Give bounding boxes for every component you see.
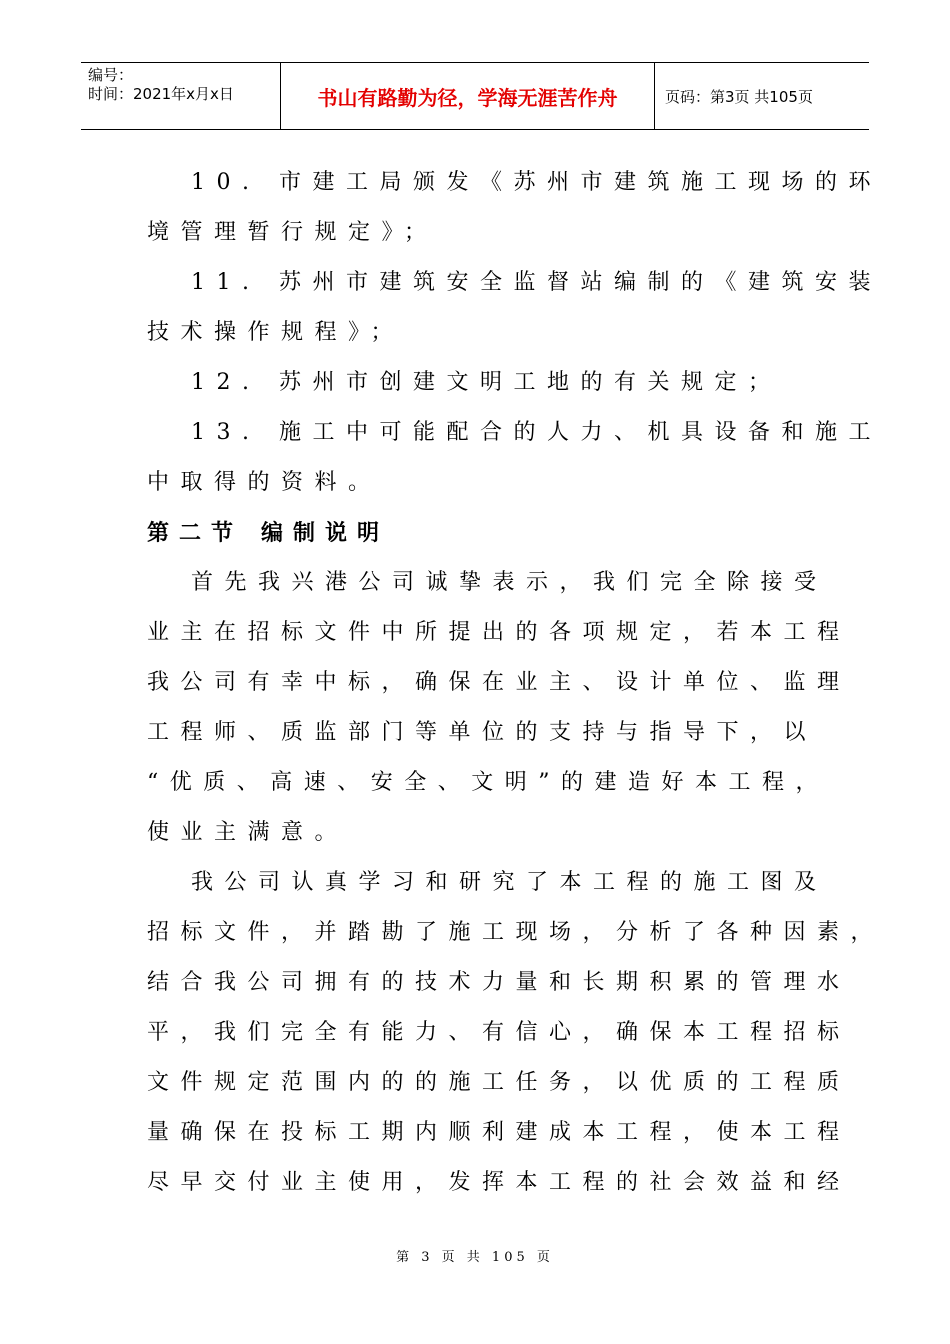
paragraph-line: 使业主满意。	[147, 820, 349, 845]
paragraph-line: 12. 苏州市创建文明工地的有关规定；	[191, 370, 782, 395]
paragraph-line: 文件规定范围内的的施工任务，以优质的工程质	[147, 1070, 851, 1095]
serial-label: 编号：	[88, 66, 134, 84]
section-title: 编制说明	[261, 520, 390, 546]
page-header	[81, 62, 869, 130]
paragraph-line: 中取得的资料。	[147, 470, 382, 495]
paragraph-line: 平，我们完全有能力、有信心，确保本工程招标	[147, 1020, 851, 1045]
section-number: 第二节	[147, 520, 244, 546]
paragraph-line: 10. 市建工局颁发《苏州市建筑施工现场的环	[191, 170, 882, 195]
time-label: 时间：2021年x月x日	[88, 85, 234, 103]
paragraph-line: 技术操作规程》；	[147, 320, 405, 345]
paragraph-line: “优质、高速、安全、文明”的建造好本工程，	[147, 770, 829, 795]
paragraph-line: 业主在招标文件中所提出的各项规定，若本工程	[147, 620, 851, 645]
paragraph-line: 我公司有幸中标，确保在业主、设计单位、监理	[147, 670, 851, 695]
paragraph-line: 尽早交付业主使用，发挥本工程的社会效益和经	[147, 1170, 851, 1195]
paragraph-line: 工程师、质监部门等单位的支持与指导下，以	[147, 720, 818, 745]
paragraph-line: 境管理暂行规定》；	[147, 220, 438, 245]
section-heading	[147, 508, 827, 558]
paragraph-line: 首先我兴港公司诚挚表示，我们完全除接受	[191, 570, 828, 595]
page-footer: 第 3 页 共 105 页	[396, 1250, 554, 1265]
document-body	[147, 158, 885, 1208]
paragraph-line: 量确保在投标工期内顺利建成本工程，使本工程	[147, 1120, 851, 1145]
header-page-info: 页码：第3页 共105页	[665, 87, 813, 106]
paragraph-line: 13. 施工中可能配合的人力、机具设备和施工	[191, 420, 882, 445]
header-meta	[81, 63, 281, 129]
paragraph-line: 我公司认真学习和研究了本工程的施工图及	[191, 870, 828, 895]
paragraph-line: 结合我公司拥有的技术力量和长期积累的管理水	[147, 970, 851, 995]
paragraph-line: 招标文件，并踏勘了施工现场，分析了各种因素，	[147, 920, 885, 945]
header-motto: 书山有路勤为径，学海无涯苦作舟	[281, 63, 655, 129]
paragraph-line: 11. 苏州市建筑安全监督站编制的《建筑安装	[191, 270, 882, 295]
